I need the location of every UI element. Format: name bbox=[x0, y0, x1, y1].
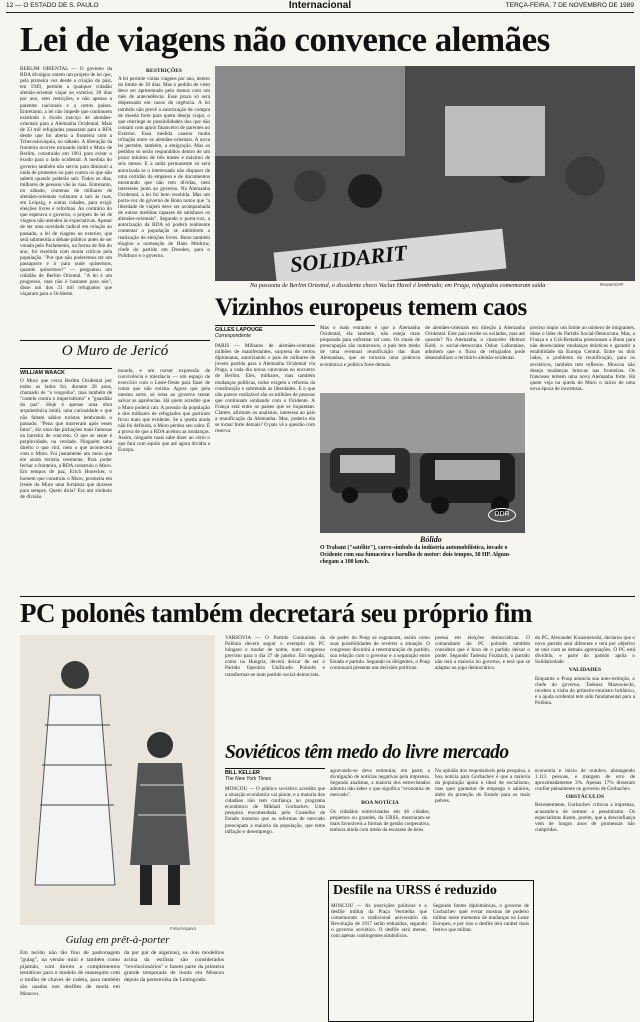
divider bbox=[20, 596, 635, 597]
vizinhos-column-1 bbox=[215, 343, 315, 593]
protest-photo-art bbox=[215, 66, 635, 281]
desfile-column-1: MOSCOU — As inscrições políticas e o desfile militar da Praça Vermelha que comemoram o tradicional aniversário da Revolução de 1917 serão reduzidos, segundo o governo soviético. O desfile será menor, com apenas contingentes simbólicos. bbox=[331, 903, 427, 940]
article1-text: Apesar de ser uma novidade radical em relação ao passado, a lei de viagens ao exterior, que será submetida a debate público antes de ser votada pelo Parlamento, na forma de fim do ano, foi recebida com muita críticas pela população. "Por que não poderemos ter um passaporte e ir para onde quisermos, quando quisermos?" — perguntou um cidadão de Berlim Oriental. "A lei é um progresso, mas não é bastante para nós", disse um dos 21 mil refugiados que viajaram para o Ocidente. bbox=[20, 218, 112, 298]
page-date: TERÇA-FEIRA, 7 DE NOVEMBRO DE 1989 bbox=[505, 2, 634, 9]
muro-text: mundo, e um cursor expressão de convivência e tolerância — um espaço de exercício com o Leste-Oeste para fazer de conta que não existia. bbox=[118, 368, 210, 393]
photo-credit: Foto/Arquivo bbox=[170, 926, 197, 931]
author-name: WILLIAM WAACK bbox=[20, 370, 65, 376]
muro-column-1 bbox=[20, 378, 112, 593]
pc-polones-headline: PC polonês também decretará seu próprio fim bbox=[20, 598, 532, 628]
photo-banner-text: SOLIDARIT bbox=[288, 239, 409, 278]
author-name: GILLES LAPOUGE bbox=[215, 327, 263, 333]
subhead: VALIDADES bbox=[568, 667, 602, 674]
sovieticos-byline bbox=[225, 768, 325, 782]
muro-text: Agora que pela mesma sorte, só resta ao governo tentar salvar as aparências. Há quem acredite que o Muro poderá cair. A pressão da população e dos milhares de refugiados que partiram ficou mais que evidente. bbox=[118, 386, 210, 423]
sovieticos-column-4 bbox=[535, 768, 635, 1020]
photo-credit: Reuters/AP bbox=[600, 282, 624, 287]
subhead: OBSTÁCULOS bbox=[565, 794, 605, 801]
muro-title: O Muro de Jericó bbox=[61, 343, 169, 359]
pc-polones-text: do PC, Alexander Kwasniewski, declarou que o novo partido será diferente e terá por objetivo se unir com as demais agremiações. O PC está dividido, e parte do partido apóia o Solidariedade. bbox=[535, 635, 635, 666]
trabant-caption: O Trabant ("satélite"), carro-símbolo da indústria automobilística, invade o Ocidente com sua fumaceira e barulho de motor: dois tempos, 30 HP. Alguns chegam a 100 km/h. bbox=[320, 545, 510, 565]
ddr-plate: DDR bbox=[488, 508, 516, 522]
author-name: BILL KELLER bbox=[225, 770, 260, 776]
sovieticos-text: agravando-se deve estimular, em parte, a divulgação de notícias negativas pela imprensa. Segundo analistas, a maioria dos entrevistados admitiu não saber o que significa "economia de mercado". bbox=[330, 768, 430, 799]
vizinhos-text: PARIS — Milhares de alemães-orientais milhões de manifestantes, surpresa de certos diplomatas, autorizando o país de milhares de jovens partido para a Alemanha Ocidental via Praga, a cada dia novas caravanas no encontro de Berlim. Eles, milhares, mas também mudanças políticas, todos exigem a reforma da constituição e sobretudo as liberdades. E o que não parece realizável são os milhões de pessoas que continuam sonhando com o Ocidente. bbox=[215, 343, 315, 404]
protest-photo bbox=[215, 66, 635, 281]
article-headline: Lei de viagens não convence alemães bbox=[20, 20, 550, 59]
sovieticos-column-1: MOSCOU — O público soviético acredita que a situação econômica vai piorar, e a maioria dos cidadãos não tem confiança no programa econômico de Mikhail Gorbachev. Uma pesquisa encomendada pelo Conselho de Estado mostrou que as reformas de mercado preocupam a maioria da população, que teme inflação e desemprego. bbox=[225, 786, 325, 835]
photo-caption: Na passeata de Berlim Oriental, o dissidente checo Vaclav Havel é lembrado; em Praga, refugiados comemoram saída bbox=[250, 282, 546, 289]
pc-polones-column-2: de poder do Poup se esgotaram, assim como suas possibilidades de reverter a situação. O congresso discutirá a reestruturação do partido, sua relação com o governo e a separação entre Estado e partido. Segundo os dirigentes, o Poup continuará presente nas decisões políticas. bbox=[330, 635, 430, 672]
sovieticos-column-2 bbox=[330, 768, 430, 878]
vizinhos-headline: Vizinhos europeus temem caos bbox=[215, 294, 527, 321]
article1-column-1 bbox=[20, 66, 112, 322]
sovieticos-column-3: Na opinião dos responsáveis pela pesquisa, a boa notícia para Gorbachev é que a maioria da população apoia o ideal de socialismo, mas quer garantias de emprego e salários, além da proteção do Estado para os mais pobres. bbox=[435, 768, 530, 805]
desfile-box bbox=[328, 880, 534, 1022]
sovieticos-text: Os cidadãos entrevistados em 46 cidades, pequenos ou grandes, da URSS, mostraram-se mais favoráveis a formas de gestão cooperativa, embora ainda com medo da escassez de bens. bbox=[330, 808, 430, 833]
gulag-caption-text: da por par de algemas), os dois modelitos acima da estilista são considerados "revolucionários" e fazem parte da primeira grande temporada de moda em Moscou depois da perestroika de Leningrado. bbox=[124, 950, 224, 984]
muro-byline bbox=[20, 368, 112, 376]
article1-text: Na Alemanha Ocidental, a lei foi bem recebida. Mas um porta-voz do governo de Bonn notou que "a liberdade de viajem deve ser acompanhada de outras medidas capazes de satisfazer os alemães-orientais". Segundo o porta-voz, a autorização da RDA só poderá realmente contentar a população se admitirem a realização de eleições livres. Bonn também elogiou a nomeação de Hans Modrow, chefe do partido em Dresden, para o Politburo e o governo. bbox=[118, 185, 210, 259]
sovieticos-text: Recentemente, Gorbachev criticou a imprensa, acusando-a de semear o pessimismo. Os especialistas dizem, porém, que a desconfiança vem de longos anos de promessas não cumpridas. bbox=[535, 802, 635, 833]
muro-text: Foi justamente um meio que ele ainda resistia veemente. Para poder fechar a fronteira, a RDA construiu o Muro. Em tempos de paz, Erich Honecker, o homem que construiu o Muro, prometia em frente do Muro uma fortaleza que durasse para sempre. Quem diria? Era um símbolo de divisão. bbox=[20, 451, 112, 500]
article1-column-2 bbox=[118, 66, 210, 334]
sovieticos-text: economia e início de outubro, abrangendo 1.113 pessoas, e margem de erro de aproximadamente 3%. Apenas 17% disseram confiar plenamente no governo de Gorbachev. bbox=[535, 768, 635, 793]
author-role: Correspondente bbox=[215, 333, 251, 339]
trabant-photo bbox=[320, 393, 525, 533]
muro-text: O Muro que cerca Berlim Ocidental por todos os lados foi, durante 28 anos, chamado de "a vergonha", mas também de "castelo contra o imperialismo" e "guardião da paz". Hoje é apenas uma obra arquitetônica inútil, uma curiosidade e que não faltam sábios turistas lembrando o passado. "Pena que morreram após esses fatos", diz uma das pichações mais famosas na barreira de concreto. O que se sente é perplexidade, na verdade. Ninguém sabe direito o que virá, nem o que acontecerá com o Muro. bbox=[20, 378, 112, 458]
pc-polones-column-3: pressa em eleições democráticas. O comandante do PC polonês também considera que é hora de o partido deixar o poder. Segundo Tadeusz Fiszbach, o partido não terá a maioria no governo, e terá que se adaptar ao jogo democrático. bbox=[435, 635, 530, 672]
page-number: 12 — O ESTADO DE S. PAULO bbox=[6, 2, 99, 9]
author-role: The New York Times bbox=[225, 776, 272, 782]
pc-polones-text: Enquanto o Poup anuncia sua auto-extinção, o chefe do governo, Tadeusz Mazowiecki, recebeu a visita do primeiro-ministro britânico, e a ajuda ocidental tem sido fundamental para a Polônia. bbox=[535, 675, 635, 706]
article1-text: BERLIM ORIENTAL — O governo da RDA divulgou ontem um projeto de lei que, pela primeira vez desde a criação do país, em 1949, permite a qualquer cidadão alemão-oriental viajar ao exterior, 30 dias por ano, sem restrições, e não apenas a parentes nacionais e a certos países. Entretanto, a lei não impede que continuem existindo o êxodo maciço de alemães-orientais para a Alemanha Ocidental. Mais de 23 mil refugiados passaram para a RFA desde que foi aberta a fronteira com a Tchecoslováquia, no sábado. A liberação da fronteira ocorreu tornando inútil o Muro de Berlim, construído em 1961 para evitar o êxodo para o lado ocidental. A medida do governo também não serviu para diminuir a onda de protestos no país contra os que não sabem quando poderão sair. Todos os dias, milhares de pessoas vão às ruas. Entretanto, no sábado, centenas de milhares de alemães-orientais voltaram a sair às ruas, em Leipzig, e outras cidades, para exigir eleições livres e reformas. Ao contrário do que esperava o governo, o projeto de lei de viagens não atendeu às expectativas. bbox=[20, 66, 112, 225]
gulag-fashion-photo-art bbox=[20, 635, 215, 925]
vizinhos-text: A França está entre os países que se inquietam. Clarete, afirmam os analistas, interessa ao país a reunificação da Alemanha. Mas, poderia ela se tornar forte demais? O país vê a questão com reserva. bbox=[215, 397, 315, 435]
desfile-column-2: Segundo fontes diplomáticas, o governo de Gorbachev quer evitar mostras de poderio militar neste momento de mudanças no Leste Europeu, e por isso o desfile terá caráter mais festivo que militar. bbox=[433, 903, 529, 934]
section-title: Internacional bbox=[288, 0, 352, 11]
gulag-fashion-photo bbox=[20, 635, 215, 925]
vizinhos-column-2: Mas o mais estranho é que a Alemanha Ocidental, ela também, não esteja mais preparada para enfrentar tal caos. Os sinais de preocupação são numerosos, o país tem medo de uma eventual reunificação das duas Alemanhas, que se tornaria uma potência econômica e política forte demais. bbox=[320, 325, 420, 368]
subhead: BOA NOTÍCIA bbox=[361, 800, 399, 807]
pc-polones-column-1: VARSÓVIA — O Partido Comunista da Polônia deverá seguir o exemplo do PC húngaro e mudar de nome, num congresso previsto para o dia 27 de janeiro. Em seguida, como na Hungria, deverá deixar de ser o Partido Operário Unificado Polonês e transformar-se num partido social-democrata. bbox=[225, 635, 325, 678]
sovieticos-headline: Soviéticos têm medo do livre mercado bbox=[225, 742, 509, 763]
page-header bbox=[6, 0, 634, 13]
muro-column-2 bbox=[118, 368, 210, 593]
pc-polones-column-4 bbox=[535, 635, 635, 740]
vizinhos-column-3: de alemães-orientais em direção à Alemanha Ocidental. Este país recebe os exilados, mas até quando? Na Alemanha, o chanceler Helmut Kohl, o social-democrata Oskar Lafontaine, admitem que o fluxo de refugiados pode desestabilizar o território alemão-ocidental. bbox=[425, 325, 525, 362]
article1-text: A lei permite várias viagens por ano, dentro do limite de 30 dias. Mas o pedido de visto deve ser apresentado pelo menos com um mês de antecedência. Esse prazo só será dispensado em casos de urgência. A lei também não prevê a autorização de compra de moeda forte para quem deseja viajar, o que restringe as possibilidades dos que não contam com apoio financeiro de parentes no Exterior. Essa medida causou muita irritação entre os alemães-orientais. A nova lei permite, também, a emigração. Mas os pedidos só serão respondidos dentro de um prazo mínimo de três meses e máximo de seis meses. E a saída permanente só será autorizada se o interessado não dispuser de uma certidão da empresa e de documentos mostrando que não tem dívidas, nem interesses junto ao governo. bbox=[118, 76, 210, 192]
vizinhos-column-4: preciso impor um limite ao número de imigrantes, disse o líder do Partido Social-Democrata. Mas, a França e a Grã-Bretanha pressionam a Bonn para não desencadear mudanças drásticas e garantir a estabilidade da Europa Central. Entre os dois lados, o problema da reunificação, para os soviéticos, também tem reflexos. Moscou não deseja mudanças bruscas nas fronteiras. Os franceses temem uma nova Alemanha forte. Há quem veja na queda do Muro o início de uma nova época de incertezas. bbox=[530, 325, 635, 392]
desfile-headline: Desfile na URSS é reduzido bbox=[333, 883, 497, 898]
gulag-caption-text: Em tecido não tão fino de padronagem "gulag", na versão mini e também como pijamão, com direito a complementos temáticos para o modelo de manequim com o molho de chaves de cadeia, para também são usadas nos desfiles de moda em Moscou. bbox=[20, 950, 120, 997]
gulag-caption-title: Gulag em prêt-à-porter bbox=[65, 934, 170, 946]
divider bbox=[20, 340, 210, 341]
vizinhos-byline bbox=[215, 325, 315, 339]
subhead: RESTRIÇÕES bbox=[145, 68, 183, 74]
muro-text: Se a queda ainda não foi definida, o Muro perdeu seu valor. É a prova de que a RDA aceitou as mudanças. Assim, ninguém mais sabe dizer ao certo o que fará com aquilo que até agora dividia a Europa. bbox=[118, 416, 210, 454]
trabant-caption-title: Bólido bbox=[420, 535, 442, 544]
